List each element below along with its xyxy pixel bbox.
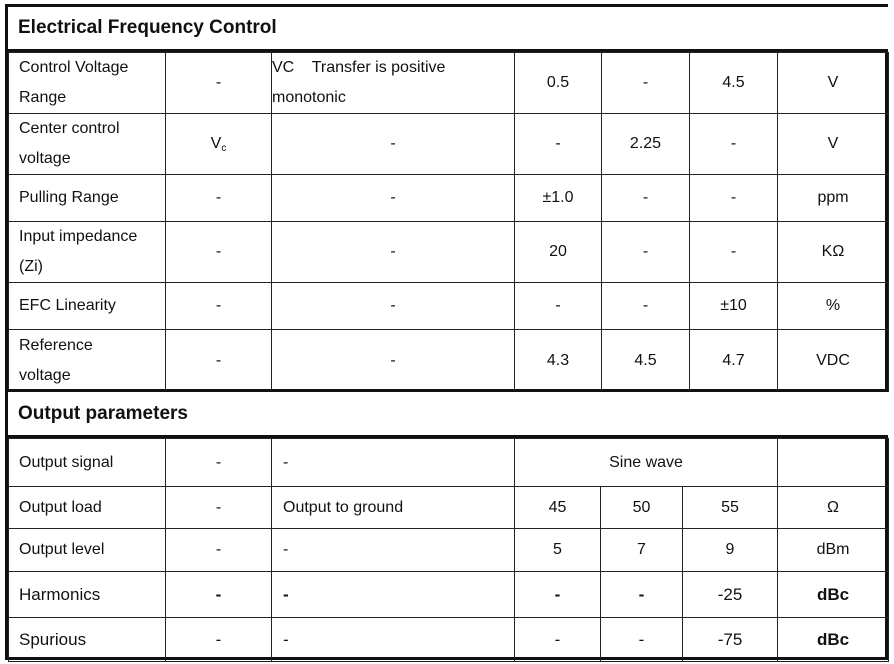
typ-cell: 7: [601, 529, 683, 572]
max-cell: 4.7: [690, 330, 778, 392]
table-row: [9, 618, 889, 662]
symbol-cell: -: [166, 53, 272, 114]
param-cell: Spurious: [9, 618, 166, 662]
typ-cell: 4.5: [602, 330, 690, 392]
min-cell: 45: [515, 487, 601, 529]
min-cell: -: [515, 572, 601, 618]
min-cell: -: [515, 618, 601, 662]
table-row: [9, 114, 889, 175]
table-row: [9, 330, 889, 392]
table-row: [9, 487, 889, 529]
table-row: [9, 222, 889, 283]
condition-cell: -: [272, 222, 515, 283]
condition-cell: -: [272, 618, 515, 662]
unit-cell: [778, 439, 889, 487]
unit-cell: KΩ: [778, 222, 889, 283]
unit-cell: %: [778, 283, 889, 330]
param-cell: Reference voltage: [9, 330, 166, 392]
param-cell: Harmonics: [9, 572, 166, 618]
table-row: [9, 283, 889, 330]
symbol-cell: -: [166, 529, 272, 572]
condition-cell: Output to ground: [272, 487, 515, 529]
typ-cell: -: [602, 222, 690, 283]
unit-cell: dBc: [778, 572, 889, 618]
table-row: [9, 175, 889, 222]
param-cell: Output load: [9, 487, 166, 529]
param-cell: Pulling Range: [9, 175, 166, 222]
efc-table: [8, 52, 889, 392]
symbol-cell: -: [166, 175, 272, 222]
max-cell: 9: [683, 529, 778, 572]
unit-cell: V: [778, 53, 889, 114]
unit-cell: dBm: [778, 529, 889, 572]
typ-cell: -: [602, 53, 690, 114]
symbol-cell: -: [166, 572, 272, 618]
symbol-cell: -: [166, 330, 272, 392]
condition-cell: -: [272, 439, 515, 487]
condition-cell: -: [272, 175, 515, 222]
param-cell: Output signal: [9, 439, 166, 487]
typ-cell: -: [601, 618, 683, 662]
value-cell: Sine wave: [515, 439, 778, 487]
unit-cell: Ω: [778, 487, 889, 529]
min-cell: 20: [515, 222, 602, 283]
unit-cell: dBc: [778, 618, 889, 662]
typ-cell: -: [601, 572, 683, 618]
symbol-cell: -: [166, 439, 272, 487]
min-cell: -: [515, 283, 602, 330]
output-table: [8, 438, 889, 662]
max-cell: -: [690, 114, 778, 175]
max-cell: -75: [683, 618, 778, 662]
condition-cell: -: [272, 114, 515, 175]
max-cell: -: [690, 175, 778, 222]
section-title-efc: Electrical Frequency Control: [8, 7, 888, 52]
param-cell: EFC Linearity: [9, 283, 166, 330]
min-cell: 4.3: [515, 330, 602, 392]
condition-cell: -: [272, 529, 515, 572]
table-row: [9, 53, 889, 114]
param-cell: Output level: [9, 529, 166, 572]
condition-cell: VC Transfer is positive monotonic: [272, 53, 515, 114]
max-cell: -25: [683, 572, 778, 618]
unit-cell: V: [778, 114, 889, 175]
condition-cell: -: [272, 283, 515, 330]
typ-cell: -: [602, 175, 690, 222]
condition-cell: -: [272, 330, 515, 392]
unit-cell: VDC: [778, 330, 889, 392]
max-cell: 55: [683, 487, 778, 529]
symbol-cell: -: [166, 283, 272, 330]
unit-cell: ppm: [778, 175, 889, 222]
param-cell: Input impedance (Zi): [9, 222, 166, 283]
param-cell: Control Voltage Range: [9, 53, 166, 114]
min-cell: 5: [515, 529, 601, 572]
typ-cell: 2.25: [602, 114, 690, 175]
max-cell: 4.5: [690, 53, 778, 114]
symbol-cell: $V_c$: [166, 114, 272, 175]
table-row: [9, 529, 889, 572]
symbol-cell: -: [166, 487, 272, 529]
min-cell: ±1.0: [515, 175, 602, 222]
symbol-cell: -: [166, 222, 272, 283]
param-cell: Center control voltage: [9, 114, 166, 175]
table-row: [9, 439, 889, 487]
symbol-cell: -: [166, 618, 272, 662]
table-row: [9, 572, 889, 618]
max-cell: -: [690, 222, 778, 283]
max-cell: ±10: [690, 283, 778, 330]
min-cell: -: [515, 114, 602, 175]
typ-cell: 50: [601, 487, 683, 529]
typ-cell: -: [602, 283, 690, 330]
min-cell: 0.5: [515, 53, 602, 114]
section-title-output: Output parameters: [8, 389, 888, 438]
condition-cell: -: [272, 572, 515, 618]
